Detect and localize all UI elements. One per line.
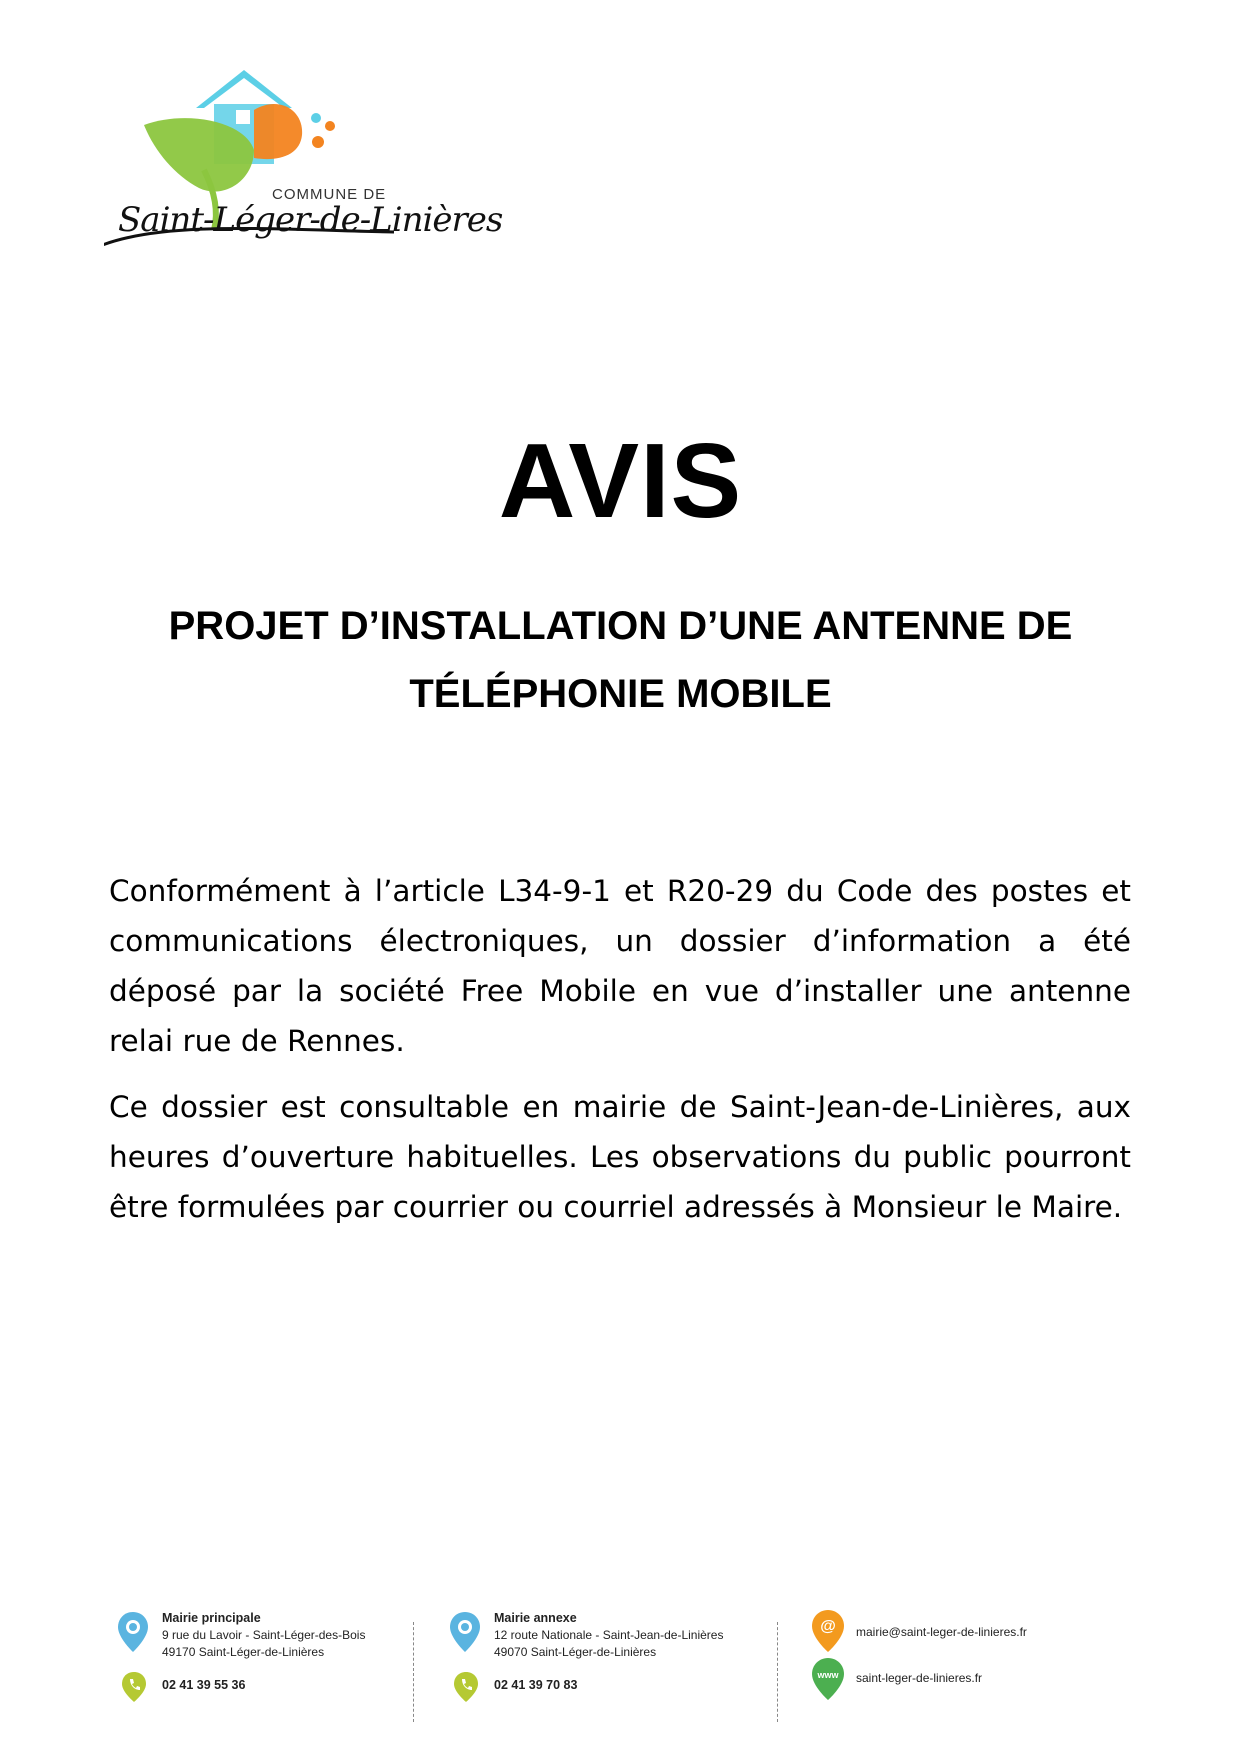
logo-droplet	[325, 121, 335, 131]
footer-annex-office	[494, 1610, 723, 1694]
notice-paragraph: Conformément à l’article L34-9-1 et R20-29 du Code des postes et communications électroniques, un dossier d’information a été déposé par la société Free Mobile en vue d’installer une antenne relai rue de Rennes.	[109, 874, 1131, 1058]
logo-commune-label: COMMUNE DE	[272, 186, 387, 203]
annex-office-title: Mairie annexe	[494, 1611, 577, 1625]
footer-website[interactable]	[856, 1670, 982, 1687]
main-office-address: 9 rue du Lavoir - Saint-Léger-des-Bois	[162, 1628, 366, 1642]
phone-icon	[454, 1672, 478, 1702]
notice-body	[109, 866, 1131, 1248]
logo-droplet	[311, 113, 321, 123]
main-office-postcode: 49170 Saint-Léger-de-Linières	[162, 1645, 325, 1659]
logo-house-window	[236, 110, 250, 124]
footer-divider	[413, 1622, 414, 1722]
footer-divider	[777, 1622, 778, 1722]
location-pin-icon	[450, 1612, 480, 1652]
footer	[0, 1610, 1241, 1720]
notice-paragraph: Ce dossier est consultable en mairie de Saint-Jean-de-Linières, aux heures d’ouverture habituelles. Les observations du public pourront être formulées par courrier ou courriel adressés à Monsieur le Maire.	[109, 1090, 1131, 1224]
main-office-phone[interactable]: 02 41 39 55 36	[162, 1678, 246, 1692]
annex-office-phone[interactable]: 02 41 39 70 83	[494, 1678, 578, 1692]
footer-email[interactable]	[856, 1624, 1027, 1641]
website-url[interactable]: saint-leger-de-linieres.fr	[856, 1671, 983, 1685]
notice-title: AVIS	[498, 422, 743, 540]
main-office-title: Mairie principale	[162, 1611, 261, 1625]
website-icon-glyph: www	[817, 1670, 839, 1680]
notice-subtitle: PROJET D’INSTALLATION D’UNE ANTENNE DE TÉLÉPHONIE MOBILE	[168, 604, 1073, 716]
annex-office-address: 12 route Nationale - Saint-Jean-de-Linières	[494, 1628, 724, 1642]
logo-house-shape	[196, 70, 292, 108]
logo-droplet	[312, 136, 324, 148]
footer-main-office	[162, 1610, 365, 1694]
email-icon	[812, 1610, 844, 1652]
annex-office-postcode: 49070 Saint-Léger-de-Linières	[494, 1645, 657, 1659]
commune-logo	[104, 70, 503, 290]
logo-commune-name: Saint-Léger-de-Linières	[118, 200, 503, 240]
location-pin-icon	[118, 1612, 148, 1652]
phone-icon	[122, 1672, 146, 1702]
email-address[interactable]: mairie@saint-leger-de-linieres.fr	[856, 1625, 1027, 1639]
logo-drop	[254, 104, 302, 159]
logo-graphic	[104, 70, 464, 290]
email-icon-glyph: @	[820, 1618, 836, 1635]
website-icon	[812, 1658, 844, 1700]
